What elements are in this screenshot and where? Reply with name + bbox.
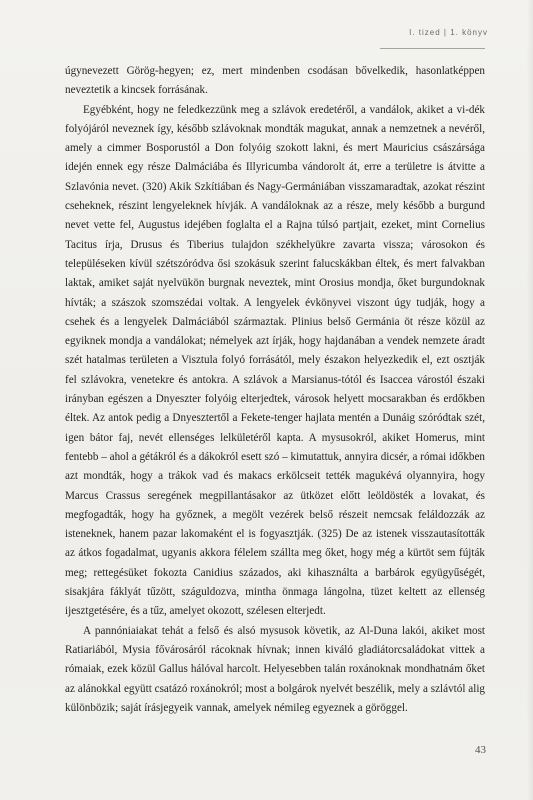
running-head: I. tized | 1. könyv: [409, 28, 488, 37]
page-number: 43: [475, 744, 486, 756]
paragraph-slavs-origin: Egyébként, hogy ne feledkezzünk meg a szlávok eredetéről, a vandálok, akiket a vi-dék folyójáról neveznek így, később szlávoknak mondták magukat, annak a nemzetnek a nevéről, amely a cimmer Bosporustól a Don folyóig szokott lakni, és mert Mauricius császársága idején ennek egy része Dalmáciába és Illyricumba vándorolt át, erre a területre is átvitte a Szlavónia nevet. (320) Akik Szkítiában és Nagy-Germániában visszamaradtak, azokat részint cseheknek, részint lengyeleknek hívják. A vandáloknak az a része, mely később a burgund nevet vette fel, Augustus idejében foglalta el a Rajna túlsó partjait, ezeket, mint Cornelius Tacitus írja, Drusus és Tiberius tulajdon székhelyükre zavarta vissza; városokon és településeken kívül szétszóródva ősi szokásuk szerint falucskákban éltek, és mert falvakban laktak, amiket saját nyelvükön burgnak neveztek, mint Orosius mondja, őket burgundoknak hívták; a szászok szomszédai voltak. A lengyelek évkönyvei viszont úgy tudják, hogy a csehek és a lengyelek Dalmáciából származtak. Plinius belső Germánia öt része közül az egyiknek mondja a vandálokat; némelyek azt írják, hogy hajdanában a vendek nemzete áradt szét hatalmas területen a Visztula folyó forrásától, mely északon helyezkedik el, ezt osztják fel szlávokra, venetekre és antokra. A szlávok a Marsianus-tótól és Isaccea várostól északi irányban egészen a Dnyeszter folyóig elterjedtek, városok helyett mocsarakban és erdőkben éltek. Az antok pedig a Dnyesztertől a Fekete-tenger hajlata mentén a Dunáig szóródtak szét, igen bátor faj, nevét ellenséges lelkületéről kapta. A mysusokról, akiket Homerus, mint fentebb – ahol a gétákról és a dákokról esett szó – kimutattuk, annyira dicsér, a római időkben azt mondták, hogy a trákok vad és makacs erkölcseit tették magukévá olyannyira, hogy Marcus Crassus seregének megpillantásakor az ütközet előtt leöldösték a lovakat, és megfogadták, hogy ha győznek, a megölt vezérek belső részeit nemcsak feláldozzák az isteneknek, hanem pazar lakomaként el is fogyasztják. (325) De az istenek visszautasították az átkos fogadalmat, ugyanis akkora félelem szállta meg őket, hogy még a kürtöt sem fújták meg; rettegésüket fokozta Canidius százados, aki kihasználta a barbárok együgyűségét, sisakjára fáklyát tűzött, száguldozva, mintha önmaga lángolna, tüzet keltett az ellenség ijesztgetésére, és a tűz, amelyet okozott, szélesen elterjedt.: [65, 103, 485, 618]
running-head-rule: [380, 48, 485, 49]
body-text: [65, 62, 485, 718]
paragraph-continuation: úgynevezett Görög-hegyen; ez, mert mindenben csodásan bővelkedik, hasonlatképpen neveztetik a kincsek forrásának.: [65, 65, 485, 97]
paragraph-pannonians: A pannóniaiakat tehát a felső és alsó mysusok követik, az Al-Duna lakói, akiket most Ratiariából, Mysia fővárosáról rácoknak hívnak; innen kiváló gladiátorcsaládokat vittek a rómaiak, ezek közül Gallus hálóval harcolt. Helyesebben talán roxánoknak mondhatnám őket az alánokkal együtt csatázó roxánokról; most a bolgárok nyelvét beszélik, mely a szlávtól alig különbözik; saját írásjegyeik vannak, amelyek némileg egyeznek a göröggel.: [65, 624, 485, 714]
